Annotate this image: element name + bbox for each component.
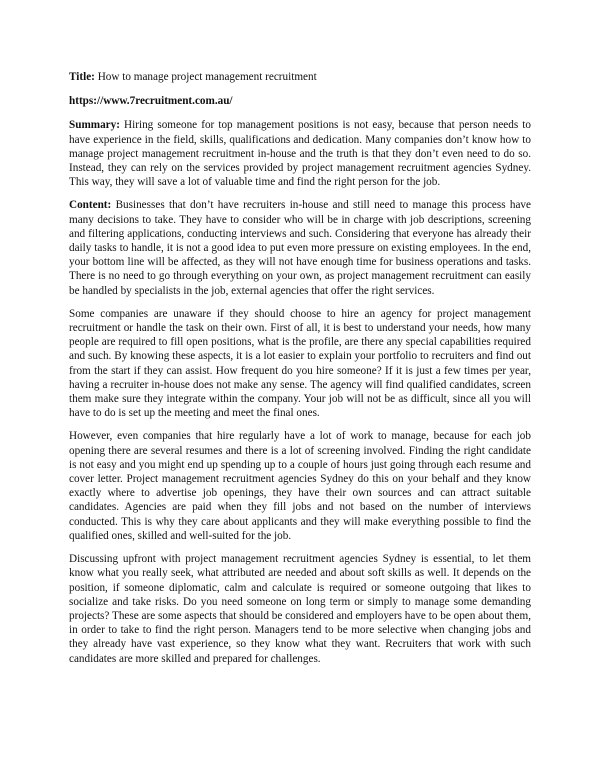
body-paragraph-1: Some companies are unaware if they should choose to hire an agency for project management recruitment or handle the task on their own. First of all, it is best to understand your needs, how many people are required to fill open positions, what is the profile, are there any special capabilities required and such. By knowing these aspects, it is a lot easier to explain your portfolio to recruiters and find out from the start if they can assist. How frequent do you hire someone? If it is just a few times per year, having a recruiter in-house does not make any sense. The agency will find qualified candidates, screen them make sure they integrate within the company. Your job will not be as difficult, since all you will have to do is set up the meeting and meet the final ones. [69,307,531,420]
content-label: Content: [69,199,112,212]
body-paragraph-2: However, even companies that hire regularly have a lot of work to manage, because for each job opening there are several resumes and there is a lot of screening involved. Finding the right candidate is not easy and you might end up spending up to a couple of hours just going through each resume and cover letter. Project management recruitment agencies Sydney do this on your behalf and they know exactly where to advertise job openings, they have their own sources and can attract suitable candidates. Agencies are paid when they fill jobs and not based on the number of interviews conducted. This is why they care about applicants and they will make everything possible to find the qualified ones, skilled and well-suited for the job. [69,430,531,542]
summary-paragraph [69,118,531,189]
title-line [69,70,531,84]
summary-text: Hiring someone for top management positions is not easy, because that person needs to have experience in the field, skills, qualifications and dedication. Many companies don’t know how to manage project management recruitment in-house and the truth is that they don’t even need to do so. Instead, they can rely on the services provided by project management recruitment agencies Sydney. This way, they will save a lot of valuable time and find the right person for the job. [69,119,531,189]
title-label: Title: [69,71,95,83]
body-paragraph-3: Discussing upfront with project management recruitment agencies Sydney is essential, to let them know what you really seek, what attributed are needed and about soft skills as well. It depends on the position, if someone diplomatic, calm and calculate is required or someone outgoing that likes to socialize and take risks. Do you need someone on long term or simply to manage some demanding projects? These are some aspects that should be considered and employers have to be open about them, in order to take to find the right person. Managers tend to be more selective when changing jobs and they already have vast experience, so they know what they want. Recruiters that work with such candidates are more skilled and prepared for challenges. [69,553,531,665]
title-text: How to manage project management recruitment [94,71,317,83]
content-text: Businesses that don’t have recruiters in-house and still need to manage this process have many decisions to take. They have to consider who will be in charge with job descriptions, screening and filtering applications, conducting interviews and such. Considering that everyone has already their daily tasks to handle, it is not a good idea to put even more pressure on existing employees. In the end, your bottom line will be affected, as they will not have enough time for business operations and tasks. There is no need to go through everything on your own, as project management recruitment can easily be handled by specialists in the job, external agencies that offer the right services. [69,199,531,297]
content-paragraph [69,198,531,297]
summary-label: Summary: [69,119,120,132]
document-page [69,70,531,675]
source-url: https://www.7recruitment.com.au/ [69,95,233,108]
